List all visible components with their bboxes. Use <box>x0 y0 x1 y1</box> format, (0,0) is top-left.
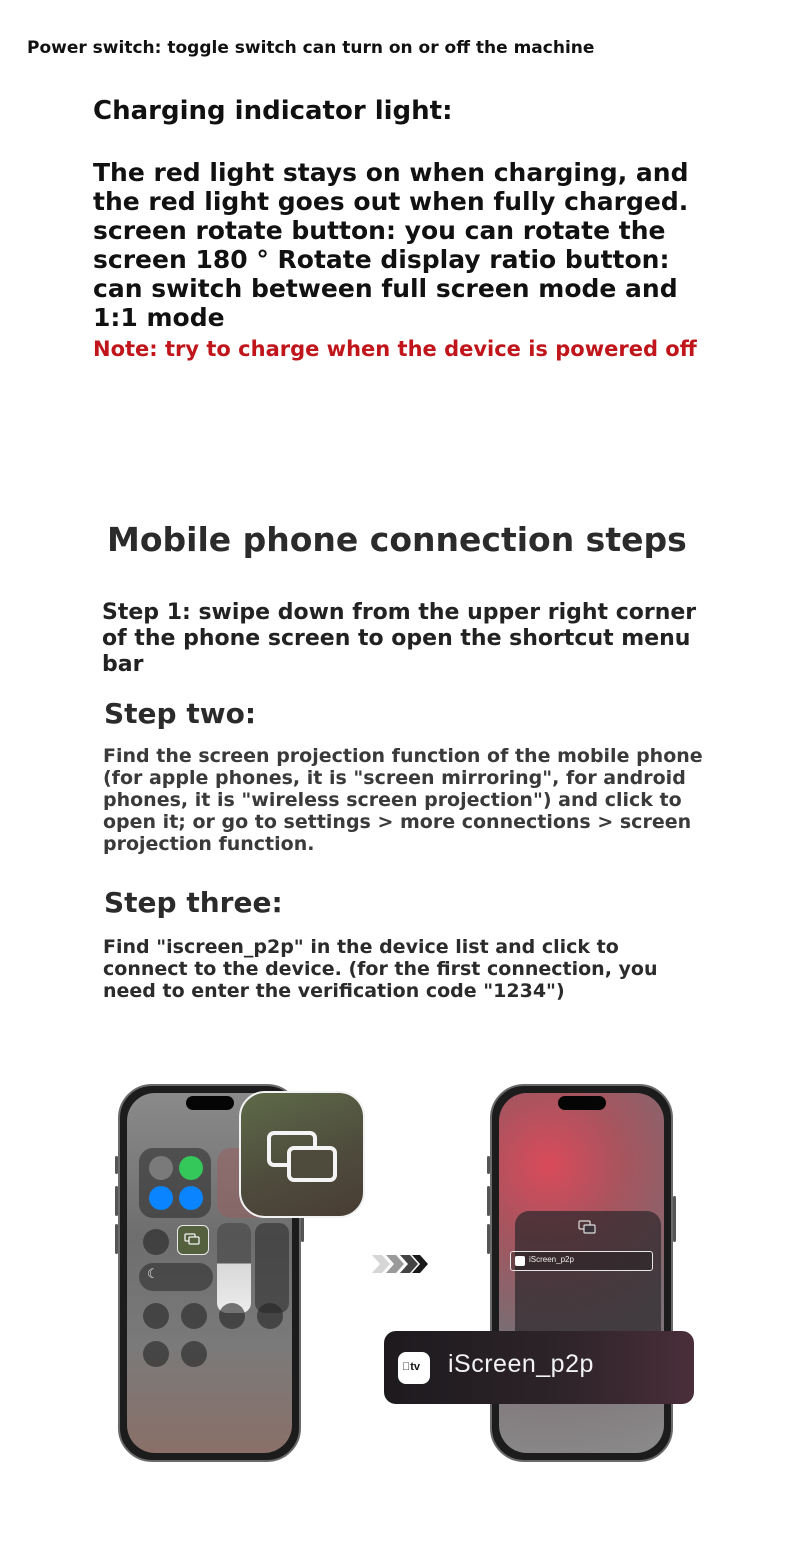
timer-icon <box>181 1303 207 1329</box>
calculator-icon <box>219 1303 245 1329</box>
arrow-chevrons-icon <box>372 1253 428 1275</box>
focus-moon-tile <box>139 1263 213 1291</box>
connection-steps-title: Mobile phone connection steps <box>107 520 687 559</box>
step-three-title: Step three: <box>104 886 283 919</box>
screen-mirroring-dialog-icon <box>577 1219 599 1235</box>
charging-indicator-description: The red light stays on when charging, and the red light goes out when fully charged. screen rotate button: you can rotate the screen 180 ° Rotate display ratio button: can switch between full screen mode and 1:1 mode <box>93 158 689 332</box>
device-name: iScreen_p2p <box>448 1350 594 1378</box>
step-two-title: Step two: <box>104 697 257 730</box>
step-three-description: Find "iscreen_p2p" in the device list and click to connect to the device. (for the first connection, you need to enter the verification code "1234") <box>103 936 658 1002</box>
moon-icon: ☾ <box>147 1267 159 1282</box>
screen-mirroring-icon <box>239 1091 365 1218</box>
charging-indicator-title: Charging indicator light: <box>93 96 453 126</box>
screen-mirroring-small-icon <box>177 1225 209 1255</box>
apple-tv-icon <box>398 1352 430 1384</box>
hearing-icon <box>143 1341 169 1367</box>
step-two-description: Find the screen projection function of the mobile phone (for apple phones, it is "screen mirroring", for android phones, it is "wireless screen projection") and click to open it; or go to settings > more connections > screen projection function. <box>103 745 703 855</box>
flashlight-icon <box>143 1303 169 1329</box>
dynamic-island <box>558 1096 606 1110</box>
wifi-icon <box>149 1186 173 1210</box>
apple-tv-small-icon <box>515 1256 525 1266</box>
bluetooth-icon <box>179 1186 203 1210</box>
cellular-icon <box>179 1156 203 1180</box>
device-list-item-label: iScreen_p2p <box>529 1255 574 1264</box>
record-icon <box>181 1341 207 1367</box>
lock-rotation-icon <box>143 1229 169 1255</box>
power-switch-text: Power switch: toggle switch can turn on or off the machine <box>27 38 595 58</box>
charging-note: Note: try to charge when the device is powered off <box>93 337 697 361</box>
dynamic-island <box>186 1096 234 1110</box>
apple-tv-badge-label: tv <box>402 1361 412 1373</box>
camera-icon <box>257 1303 283 1329</box>
step-one-text: Step 1: swipe down from the upper right corner of the phone screen to open the shortcut menu bar <box>102 600 697 677</box>
device-banner[interactable] <box>384 1331 694 1404</box>
phone-screen-mirroring-illustration <box>490 1084 673 1462</box>
airplane-icon <box>149 1156 173 1180</box>
device-list-item[interactable] <box>510 1251 653 1271</box>
